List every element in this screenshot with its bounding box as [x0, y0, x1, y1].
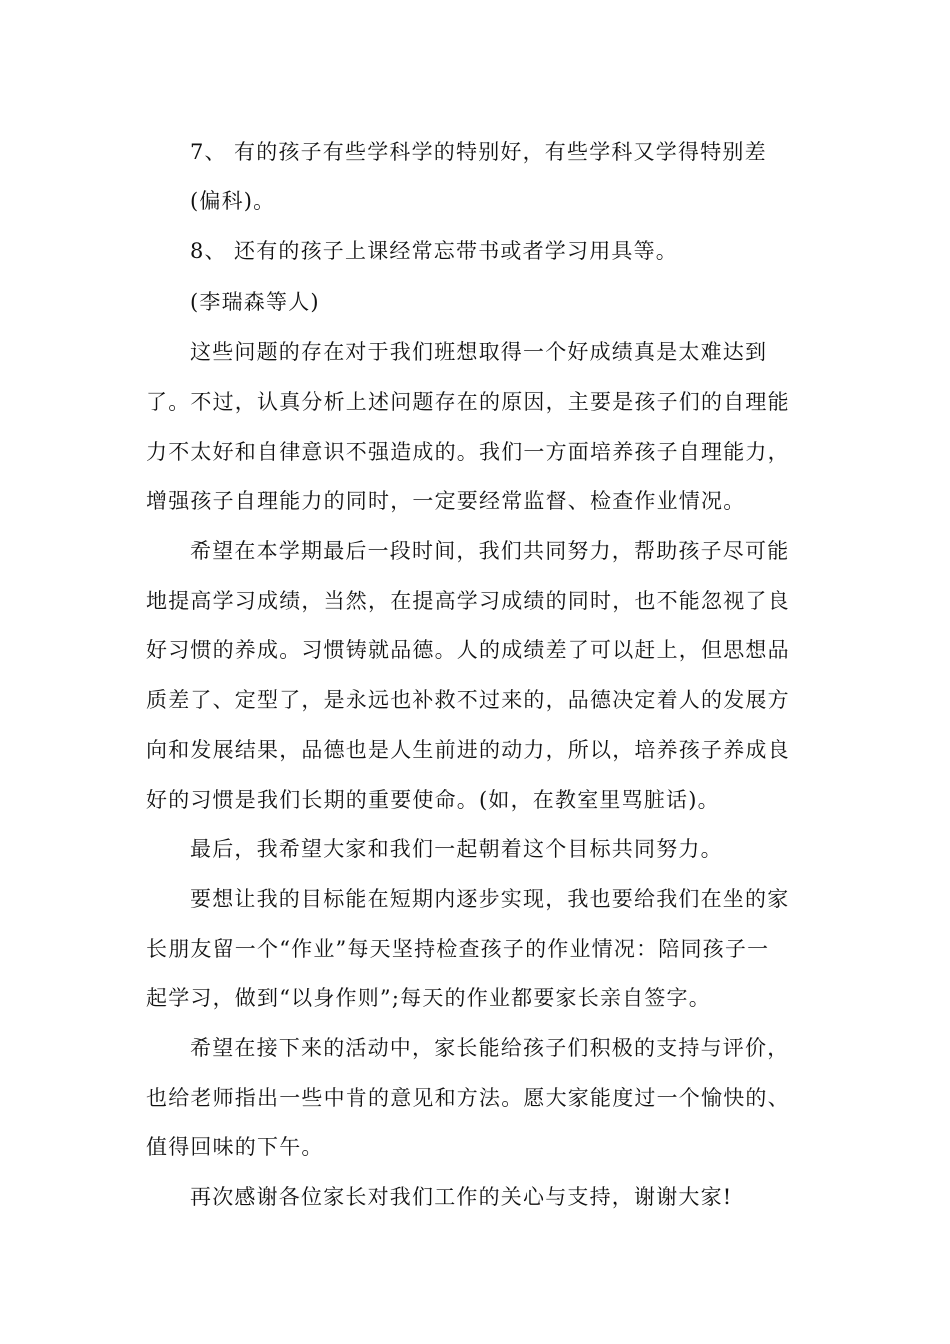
paragraph-line: 向和发展结果，品德也是人生前进的动力，所以，培养孩子养成良: [146, 738, 790, 762]
list-item-7: [190, 137, 767, 167]
paragraph-line: 增强孩子自理能力的同时，一定要经常监督、检查作业情况。: [146, 489, 746, 513]
names-note: (李瑞森等人): [190, 290, 320, 314]
paragraph-line: 地提高学习成绩，当然，在提高学习成绩的同时，也不能忽视了良: [146, 589, 790, 613]
paragraph-line: 了。不过，认真分析上述问题存在的原因，主要是孩子们的自理能: [146, 390, 790, 414]
paragraph-line: 希望在接下来的活动中，家长能给孩子们积极的支持与评价，: [190, 1036, 790, 1060]
paragraph-line: 长朋友留一个“作业”每天坚持检查孩子的作业情况：陪同孩子一: [146, 937, 770, 961]
paragraph-line: 起学习，做到“以身作则”;每天的作业都要家长亲自签字。: [146, 986, 711, 1010]
paragraph-line: 值得回味的下午。: [146, 1135, 324, 1159]
paragraph-line: 再次感谢各位家长对我们工作的关心与支持，谢谢大家!: [190, 1185, 733, 1209]
paragraph-line: 好的习惯是我们长期的重要使命。(如，在教室里骂脏话)。: [146, 788, 720, 812]
paragraph-line: 也给老师指出一些中肯的意见和方法。愿大家能度过一个愉快的、: [146, 1086, 790, 1110]
list-item-number: 7、: [190, 140, 227, 164]
paragraph-line: 这些问题的存在对于我们班想取得一个好成绩真是太难达到: [190, 340, 768, 364]
list-item-8: [190, 236, 678, 266]
paragraph-line: 希望在本学期最后一段时间，我们共同努力，帮助孩子尽可能: [190, 539, 790, 563]
paragraph-line: 最后，我希望大家和我们一起朝着这个目标共同努力。: [190, 837, 723, 861]
list-item-text: 还有的孩子上课经常忘带书或者学习用具等。: [234, 239, 678, 263]
paragraph-line: 力不太好和自律意识不强造成的。我们一方面培养孩子自理能力，: [146, 440, 790, 464]
list-item-number: 8、: [190, 239, 227, 263]
paragraph-line: 好习惯的养成。习惯铸就品德。人的成绩差了可以赶上，但思想品: [146, 638, 790, 662]
paragraph-line: 要想让我的目标能在短期内逐步实现，我也要给我们在坐的家: [190, 887, 790, 911]
list-item-7-continuation: (偏科)。: [190, 189, 276, 213]
list-item-text: 有的孩子有些学科学的特别好，有些学科又学得特别差: [234, 140, 767, 164]
paragraph-line: 质差了、定型了，是永远也补救不过来的，品德决定着人的发展方: [146, 688, 790, 712]
